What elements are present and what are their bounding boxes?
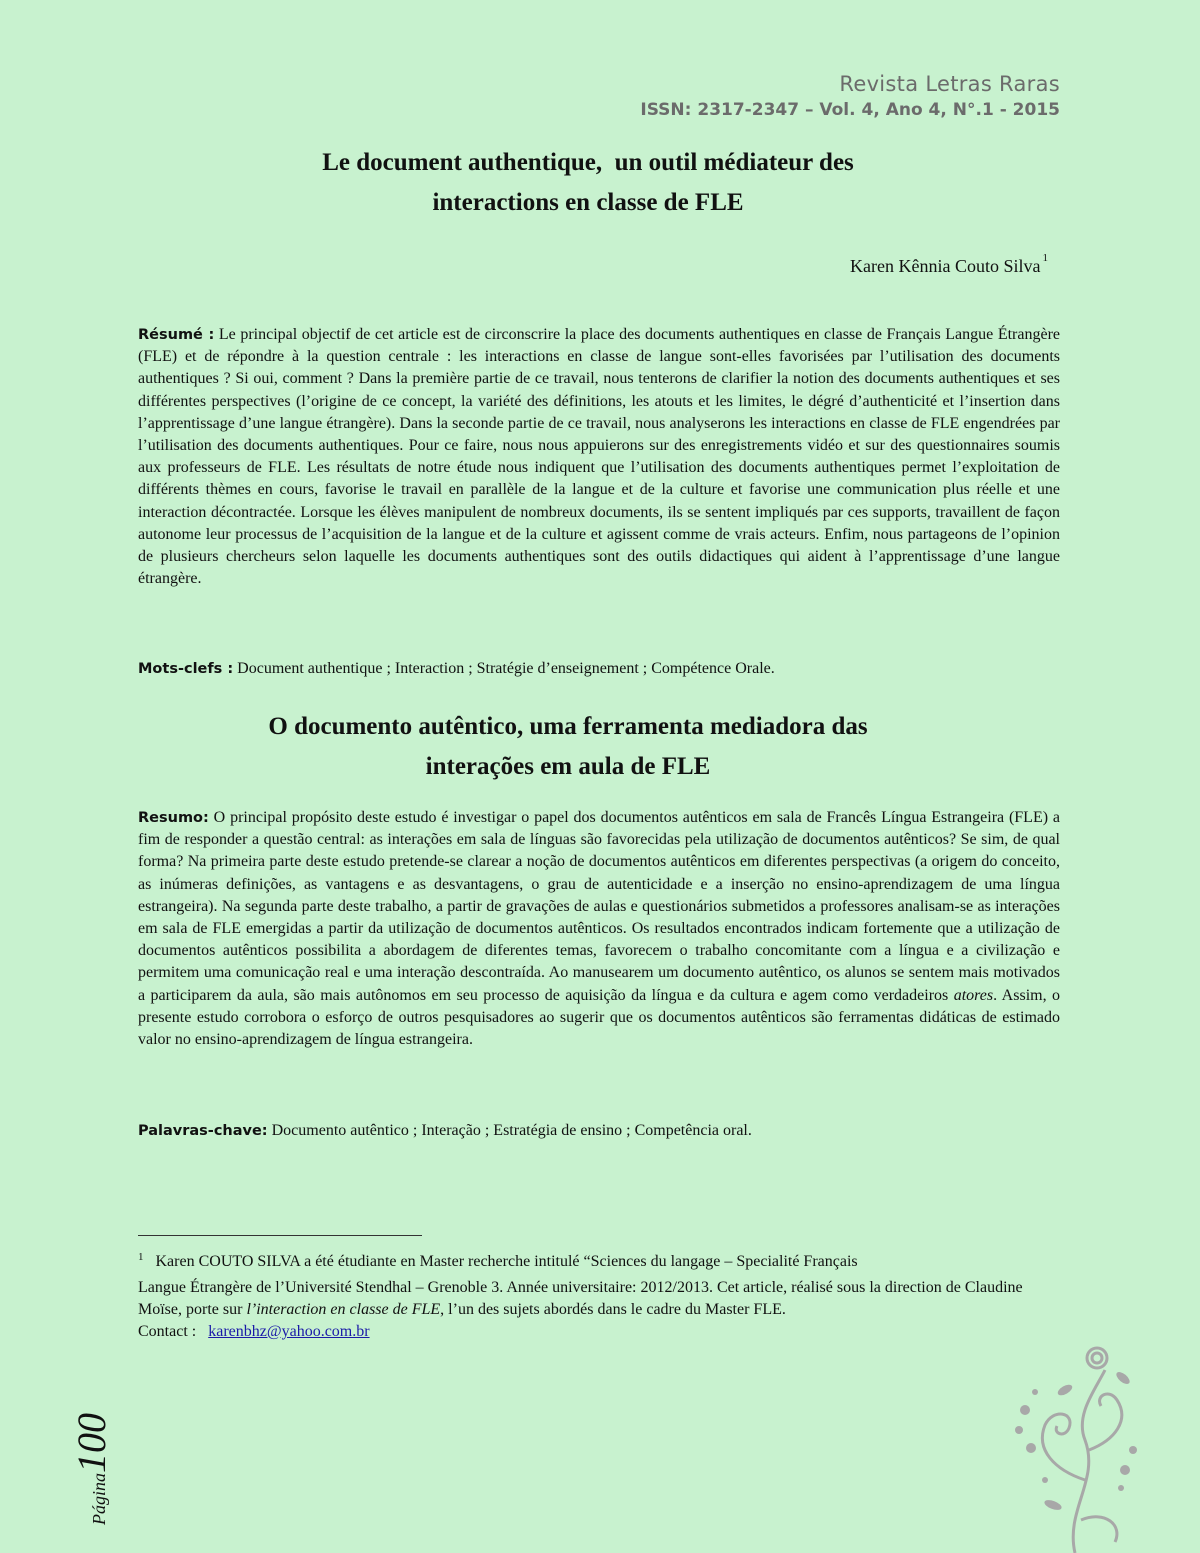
keywords-portuguese-label: Palavras-chave: [138, 1123, 268, 1139]
title-portuguese-line1: O documento autêntico, uma ferramenta mediadora das [268, 713, 868, 740]
issn-line: ISSN: 2317-2347 – Vol. 4, Ano 4, N°.1 - 2015 [640, 100, 1060, 120]
title-french [138, 143, 1038, 223]
keywords-french-label: Mots-clefs : [138, 661, 234, 677]
footnote-body [138, 1277, 1060, 1321]
page-number-block [16, 1385, 156, 1525]
contact-email-link[interactable]: karenbhz@yahoo.com.br [208, 1323, 370, 1340]
abstract-portuguese-label: Resumo: [138, 810, 209, 826]
keywords-french-text: Document authentique ; Interaction ; Stratégie d’enseignement ; Compétence Orale. [237, 660, 775, 677]
abstract-portuguese-text-end: . Assim, o presente estudo corrobora o esforço de outros pesquisadores ao sugerir que os documentos autênticos são ferramentas didáticas de estimado valor no ensino-aprendizagem de língua estrangeira. [138, 986, 1061, 1049]
abstract-portuguese-text: O principal propósito deste estudo é investigar o papel dos documentos autênticos em sala de Francês Língua Estrangeira (FLE) a fim de responder a questão central: as interações em sala de línguas são favorecidas pela utilização de documentos autênticos? Se sim, de qual forma? Na primeira parte deste estudo pretende-se clarear a noção de documentos autênticos em diferentes perspectivas (a origem do conceito, as inúmeras definições, as vantagens e as desvantagens, o grau de autenticidade e a inserção no ensino-aprendizagem de uma língua estrangeira). Na segunda parte deste trabalho, a partir de gravações de aulas e questionários submetidos a professores analisam-se as interações em sala de FLE emergidas a partir da utilização de documentos autênticos. Os resultados encontrados indicam fortemente que a utilização de documentos autênticos possibilita a abordagem de diferentes temas, favorecem o trabalho concomitante com a língua e a civilização e permitem uma comunicação real e uma interação descontraída. Ao manusearem um documento autêntico, os alunos se sentem mais motivados a participarem da aula, são mais autônomos em seu processo de aquisição da língua e da cultura e agem como verdadeiros [138, 809, 1060, 1004]
title-portuguese-line2: interações em aula de FLE [425, 753, 711, 780]
footnote-line1 [138, 1240, 1060, 1277]
page-number-rotated [68, 1413, 115, 1525]
footnote-contact [138, 1321, 1060, 1343]
footnote [138, 1240, 1060, 1343]
author-text: Karen Kênnia Couto Silva [850, 256, 1041, 276]
keywords-portuguese [138, 1122, 1060, 1140]
title-french-line2: interactions en classe de FLE [432, 189, 744, 216]
title-portuguese [118, 707, 1018, 787]
journal-header [640, 72, 1060, 120]
footnote-divider [138, 1235, 422, 1236]
contact-label: Contact : [138, 1323, 197, 1340]
keywords-french [138, 660, 1060, 678]
author-footnote-mark[interactable]: 1 [1042, 252, 1048, 264]
footnote-italic: l’interaction en classe de FLE [246, 1301, 441, 1318]
abstract-french [138, 324, 1060, 590]
abstract-french-text: Le principal objectif de cet article est de circonscrire la place des documents authentiques en classe de Français Langue Étrangère (FLE) et de répondre à la question centrale : les interactions en classe de langue sont-elles favorisées par l’utilisation des documents authentiques ? Si oui, comment ? Dans la première partie de ce travail, nous tenterons de clarifier la notion des documents authentiques et ses différentes perspectives (l’origine de ce concept, la variété des définitions, les atouts et les limites, le dégré d’authenticité et l’insertion dans l’apprentissage d’une langue étrangère). Dans la seconde partie de ce travail, nous analyserons les interactions en classe de FLE engendrées par l’utilisation des documents authentiques. Pour ce faire, nous nous appuierons sur des enregistrements vidéo et sur des questionnaires soumis aux professeurs de FLE. Les résultats de notre étude nous indiquent que l’utilisation des documents authentiques permet l’exploitation de différents thèmes en cours, favorise le travail en parallèle de la langue et de la culture et favorise une communication plus réelle et une interaction décontractée. Lorsque les élèves manipulent de nombreux documents, ils se sentent impliqués par ces supports, travaillent de façon autonome leur processus de l’acquisition de la langue et de la culture et agissent comme de vrais acteurs. Enfim, nous partageons de l’opinion de plusieurs chercheurs selon laquelle les documents authentiques sont des outils didactiques qui aident à l’apprentissage d’une langue étrangère. [138, 326, 1060, 588]
page-word: Página [89, 1473, 109, 1525]
page-number: 100 [69, 1413, 114, 1473]
journal-name: Revista Letras Raras [839, 72, 1060, 96]
author-name [850, 252, 1048, 277]
keywords-portuguese-text: Documento autêntico ; Interação ; Estratégia de ensino ; Competência oral. [271, 1122, 752, 1139]
footnote-line1-text: Karen COUTO SILVA a été étudiante en Master recherche intitulé “Sciences du langage – Specialité Français [155, 1253, 858, 1270]
footnote-mark: 1 [138, 1251, 144, 1263]
footnote-body-text-end: , l’un des sujets abordés dans le cadre du Master FLE. [440, 1301, 786, 1318]
abstract-portuguese-italic: atores [953, 986, 994, 1004]
floral-ornament-icon [1005, 1330, 1145, 1553]
abstract-portuguese [138, 807, 1060, 1051]
footnote-body-text: Langue Étrangère de l’Université Stendhal – Grenoble 3. Année universitaire: 2012/2013. Cet article, réalisé sous la direction de Claudine Moïse, porte sur [138, 1279, 1023, 1318]
abstract-french-label: Résumé : [138, 327, 215, 343]
title-french-line1: Le document authentique, un outil médiateur des [322, 149, 854, 176]
